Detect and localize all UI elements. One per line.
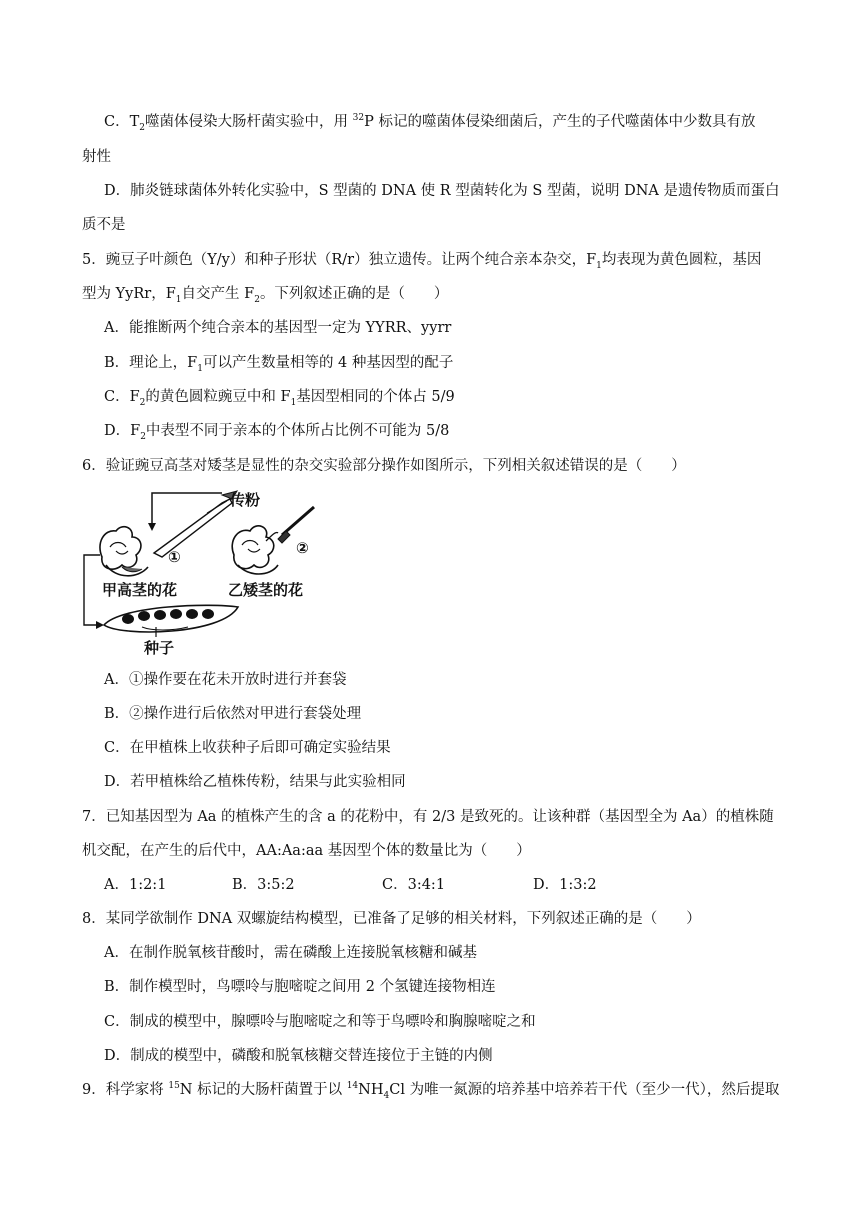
q7-option-d: D．1:3:2 — [533, 877, 597, 893]
pea-pod-icon — [104, 605, 238, 632]
q4-option-d: D．肺炎链球菌体外转化实验中，S 型菌的 DNA 使 R 型菌转化为 S 型菌，说明 DNA 是遗传物质而蛋白 — [104, 183, 780, 199]
q5-option-b: B．理论上，$F_1$可以产生数量相等的 4 种基因型的配子 — [104, 355, 454, 374]
q9-stem-line1: 9．科学家将 $^{15}$N 标记的大肠杆菌置于以 $^{14}NH_4Cl$ 为唯一氮源的培养基中培养若干代（至少一代），然后提取 — [82, 1081, 780, 1101]
brush-icon — [278, 507, 314, 543]
q5-option-c: C．$F_2$的黄色圆粒豌豆中和 $F_1$基因型相同的个体占 5/9 — [104, 389, 455, 408]
q4-option-c: C．$T_2$噬菌体侵染大肠杆菌实验中，用 $^{32}$P 标记的噬菌体侵染细菌后，产生的子代噬菌体中少数具有放 — [104, 113, 756, 133]
q8-stem: 8．某同学欲制作 DNA 双螺旋结构模型，已准备了足够的相关材料，下列叙述正确的是（ ） — [82, 911, 701, 927]
figure-label-yi: 乙矮茎的花 — [228, 581, 304, 599]
q8-option-a: A．在制作脱氧核苷酸时，需在磷酸上连接脱氧核糖和碱基 — [104, 945, 477, 961]
figure-label-pollinate: 传粉 — [230, 491, 261, 509]
q6-stem: 6．验证豌豆高茎对矮茎是显性的杂交实验部分操作如图所示，下列相关叙述错误的是（ ） — [82, 458, 686, 474]
figure-step-1: ① — [168, 548, 181, 566]
q6-option-a: A．①操作要在花未开放时进行并套袋 — [104, 672, 347, 688]
flower-jia-icon — [100, 527, 148, 576]
q8-option-d: D．制成的模型中，磷酸和脱氧核糖交替连接位于主链的内侧 — [104, 1048, 493, 1064]
q7-option-c: C．3:4:1 — [382, 877, 446, 893]
figure-label-seed: 种子 — [144, 639, 175, 657]
q6-option-b: B．②操作进行后依然对甲进行套袋处理 — [104, 706, 362, 722]
q7-option-a: A．1:2:1 — [104, 877, 167, 893]
q8-option-c: C．制成的模型中，腺嘌呤与胞嘧啶之和等于鸟嘌呤和胸腺嘧啶之和 — [104, 1014, 536, 1030]
q7-option-b: B．3:5:2 — [232, 877, 295, 893]
q4-option-c-continuation: 射性 — [82, 149, 111, 165]
figure-label-jia: 甲高茎的花 — [102, 581, 178, 599]
q4-option-d-continuation: 质不是 — [82, 217, 126, 233]
q7-stem-line2: 机交配，在产生的后代中，AA:Aa:aa 基因型个体的数量比为（ ） — [82, 843, 531, 859]
q5-stem-line2: 型为 YyRr，$F_1$自交产生 $F_2$。下列叙述正确的是（ ） — [82, 286, 449, 305]
figure-step-2: ② — [296, 539, 309, 557]
pea-cross-figure — [82, 485, 322, 660]
q5-stem-line1: 5．豌豆子叶颜色（Y/y）和种子形状（R/r）独立遗传。让两个纯合亲本杂交，$F_1$均表现为黄色圆粒，基因 — [82, 252, 762, 271]
flower-yi-icon — [232, 526, 278, 574]
q6-option-c: C．在甲植株上收获种子后即可确定实验结果 — [104, 740, 391, 756]
q7-stem-line1: 7．已知基因型为 Aa 的植株产生的含 a 的花粉中，有 2/3 是致死的。让该种群（基因型全为 Aa）的植株随 — [82, 809, 774, 825]
q8-option-b: B．制作模型时，鸟嘌呤与胞嘧啶之间用 2 个氢键连接物相连 — [104, 979, 496, 995]
q5-option-a: A．能推断两个纯合亲本的基因型一定为 YYRR、yyrr — [104, 320, 452, 336]
q5-option-d: D．$F_2$中表型不同于亲本的个体所占比例不可能为 5/8 — [104, 423, 450, 442]
q6-option-d: D．若甲植株给乙植株传粉，结果与此实验相同 — [104, 774, 406, 790]
